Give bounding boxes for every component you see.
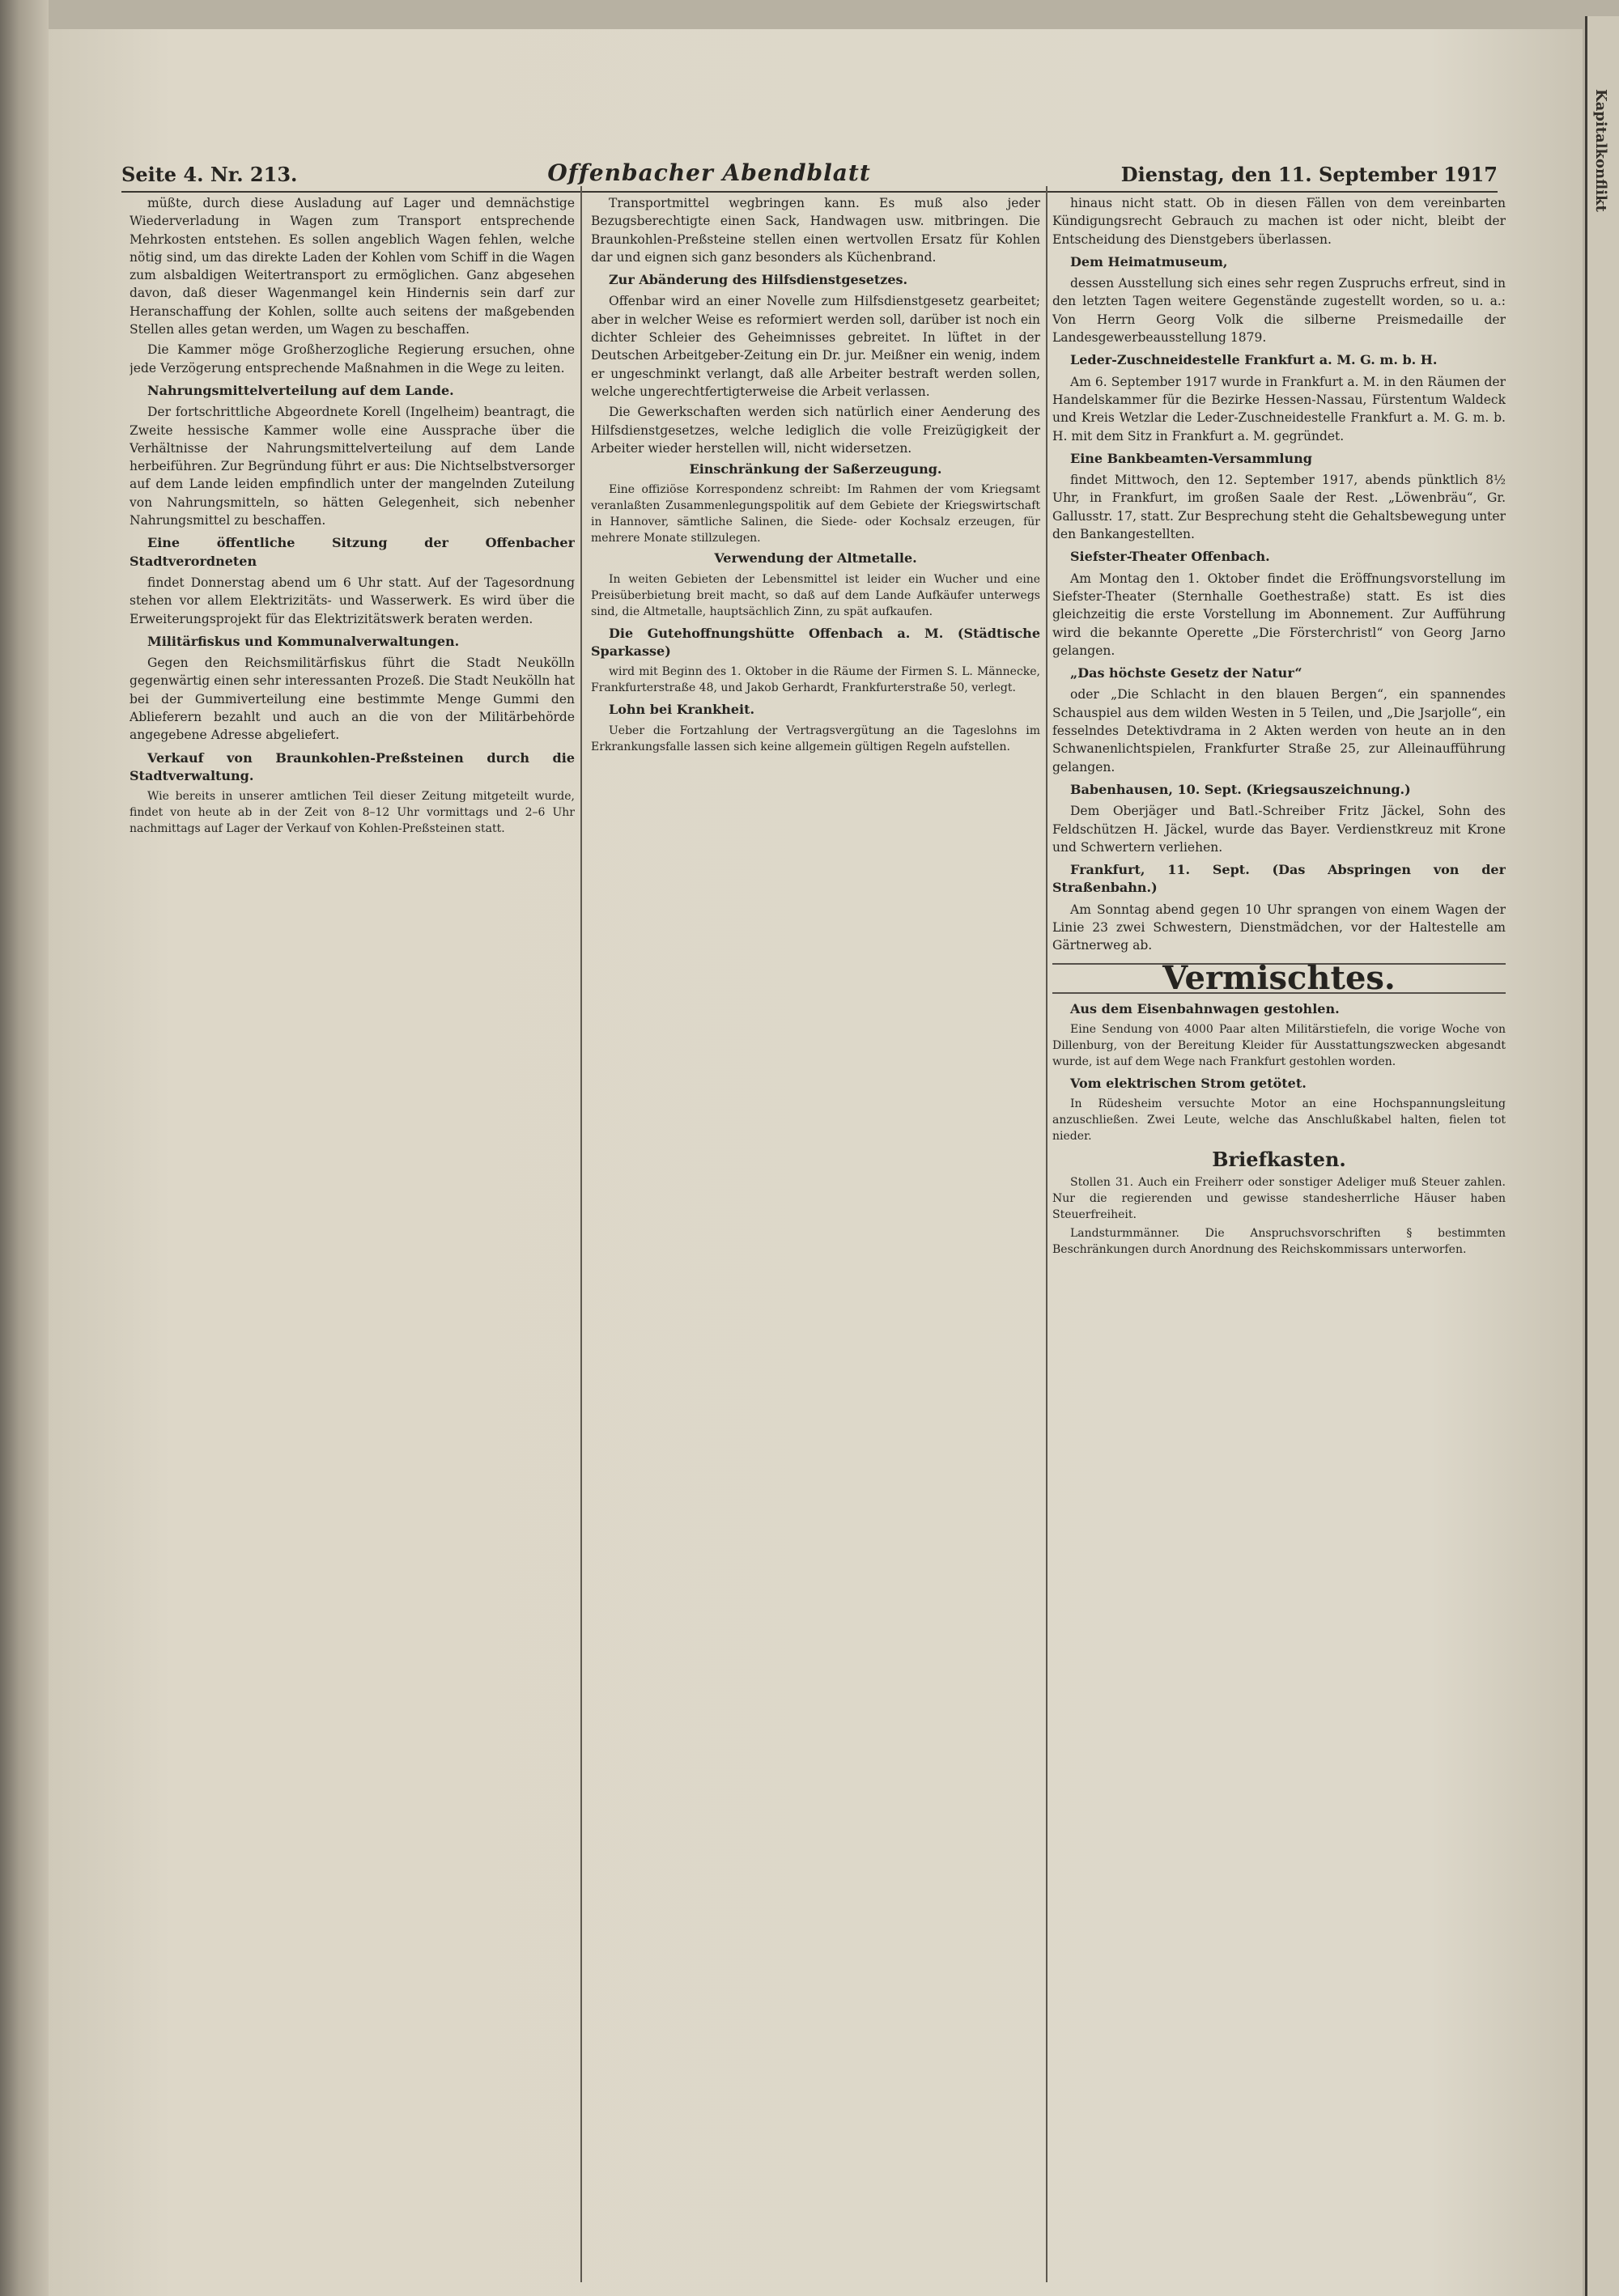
article-heading: Eine Bankbeamten-Versammlung (1070, 450, 1312, 466)
article-heading: Einschränkung der Saßerzeugung. (689, 461, 942, 477)
article-heading: Verwendung der Altmetalle. (714, 550, 917, 567)
article-heading: Siefster-Theater Offenbach. (1070, 549, 1270, 565)
paragraph: Am 6. September 1917 wurde in Frankfurt a. M. in den Räumen der Handelskammer für die Bezirke Hessen-Nassau, Fürstentum Waldeck und Kreis Wetzlar die Leder-Zuschneidestelle Frankfurt a. M. G. m. b. H. mit dem Sitz in Frankfurt a. M. gegründet. (1052, 374, 1506, 443)
adjacent-page-edge (1585, 16, 1619, 2296)
paragraph: findet Donnerstag abend um 6 Uhr statt. Auf der Tagesordnung stehen vor allem Elektrizitäts- und Wasserwerk. Es wird über die Erweiterungsprojekt für das Elektrizitätswerk beraten werden. (130, 575, 575, 626)
paragraph: findet Mittwoch, den 12. September 1917, abends pünktlich 8½ Uhr, in Frankfurt, im großen Saale der Rest. „Löwenbräu“, Gr. Gallusstr. 17, statt. Zur Besprechung steht die Gehaltsbewegung unter den Bankangestellten. (1052, 473, 1506, 542)
page-number: Seite 4. Nr. 213. (121, 163, 298, 186)
article-heading: Zur Abänderung des Hilfsdienstgesetzes. (609, 272, 908, 288)
article-heading: Eine öffentliche Sitzung der Offenbacher Stadtverordneten (130, 535, 575, 569)
article-heading: Die Gutehoffnungshütte Offenbach a. M. (Städtische Sparkasse) (591, 625, 1040, 660)
adjacent-page-fragment: Kapitalkonflikt (1592, 89, 1609, 212)
paragraph: Am Montag den 1. Oktober findet die Eröffnungsvorstellung im Siefster-Theater (Sternhalle Goethestraße) statt. Es ist dies gleichzeitig die erste Vorstellung im Abonnement. Zur Aufführung wird die bekannte Operette „Die Försterchristl“ von Georg Jarno gelangen. (1052, 571, 1506, 658)
paragraph: Gegen den Reichsmilitärfiskus führt die Stadt Neukölln gegenwärtig einen sehr interessanten Prozeß. Die Stadt Neukölln hat bei der Gummiverteilung eine bestimmte Menge Gummi den Ablieferern bezahlt und auch an die von der Militärbehörde angegebene Adresse abgeliefert. (130, 656, 575, 743)
paragraph: In weiten Gebieten der Lebensmittel ist leider ein Wucher und eine Preisüberbietung breit macht, so daß auf dem Lande Aufkäufer unterwegs sind, die Altmetalle, hauptsächlich Zinn, zu spät aufkaufen. (591, 572, 1040, 618)
paragraph: Die Kammer möge Großherzogliche Regierung ersuchen, ohne jede Verzögerung entsprechende Maßnahmen in die Wege zu leiten. (130, 342, 575, 376)
article-heading: Frankfurt, 11. Sept. (Das Abspringen von der Straßenbahn.) (1052, 862, 1506, 896)
paragraph: Dem Oberjäger und Batl.-Schreiber Fritz Jäckel, Sohn des Feldschützen H. Jäckel, wurde das Bayer. Verdienstkreuz mit Krone und Schwertern verliehen. (1052, 804, 1506, 855)
article-heading: Militärfiskus und Kommunalverwaltungen. (147, 633, 460, 649)
section-title: Vermischtes. (1052, 963, 1506, 994)
column-1 (130, 194, 575, 2282)
newspaper-title: Offenbacher Abendblatt (547, 159, 871, 186)
paragraph: Stollen 31. Auch ein Freiherr oder sonstiger Adeliger muß Steuer zahlen. Nur die regierenden und gewisse standesherrliche Häuser haben Steuerfreiheit. (1052, 1175, 1506, 1221)
paragraph: Der fortschrittliche Abgeordnete Korell (Ingelheim) beantragt, die Zweite hessische Kammer wolle eine Aussprache über die Verhältnisse der Nahrungsmittelverteilung auf dem Lande herbeiführen. Zur Begründung führt er aus: Die Nichtselbstversorger auf dem Lande leiden empfindlich unter der mangelnden Zuteilung von Nahrungsmitteln, so hätten Gelegenheit, sich nebenher Nahrungsmittel zu beschaffen. (130, 405, 575, 528)
issue-date: Dienstag, den 11. September 1917 (1120, 163, 1498, 186)
paragraph: Die Gewerkschaften werden sich natürlich einer Aenderung des Hilfsdienstgesetzes, welche lediglich die volle Freizügigkeit der Arbeiter wieder herstellen will, nicht widersetzen. (591, 405, 1040, 456)
column-rule (1046, 186, 1047, 2282)
paragraph: Am Sonntag abend gegen 10 Uhr sprangen von einem Wagen der Linie 23 zwei Schwestern, Dienstmädchen, vor der Haltestelle am Gärtnerweg ab. (1052, 902, 1506, 953)
paragraph: hinaus nicht statt. Ob in diesen Fällen von dem vereinbarten Kündigungsrecht Gebrauch zu machen ist oder nicht, bleibt der Entscheidung des Dienstgebers überlassen. (1052, 196, 1506, 247)
article-heading: Verkauf von Braunkohlen-Preßsteinen durch die Stadtverwaltung. (130, 749, 575, 783)
paragraph: wird mit Beginn des 1. Oktober in die Räume der Firmen S. L. Männecke, Frankfurterstraße 48, und Jakob Gerhardt, Frankfurterstraße 50, verlegt. (591, 665, 1040, 695)
column-rule (580, 186, 582, 2282)
paragraph: Eine Sendung von 4000 Paar alten Militärstiefeln, die vorige Woche von Dillenburg, von der Bereitung Kleider für Ausstattungszwecken abgesandt wurde, ist auf dem Wege nach Frankfurt gestohlen worden. (1052, 1023, 1506, 1069)
paragraph: Transportmittel wegbringen kann. Es muß also jeder Bezugsberechtigte einen Sack, Handwagen usw. mitbringen. Die Braunkohlen-Preßsteine stellen einen wertvollen Ersatz für Kohlen dar und eignen sich ganz besonders als Küchenbrand. (591, 196, 1040, 265)
article-heading: Vom elektrischen Strom getötet. (1070, 1076, 1307, 1092)
article-heading: „Das höchste Gesetz der Natur“ (1070, 665, 1302, 681)
article-heading: Leder-Zuschneidestelle Frankfurt a. M. G. m. b. H. (1070, 352, 1438, 368)
paragraph: In Rüdesheim versuchte Motor an eine Hochspannungsleitung anzuschließen. Zwei Leute, welche das Anschlußkabel halten, fielen tot nieder. (1052, 1097, 1506, 1144)
paragraph: müßte, durch diese Ausladung auf Lager und demnächstige Wiederverladung in Wagen zum Transport entsprechende Mehrkosten entstehen. Es sollen angeblich Wagen fehlen, welche nötig sind, um das direkte Laden der Kohlen vom Schiff in die Wagen zum alsbaldigen Weitertransport zu ermöglichen. Ganz abgesehen davon, daß dieser Wagenmangel kein Hindernis sein darf zur Heranschaffung der Kohlen, sollte auch seitens der maßgebenden Stellen alles getan werden, um Wagen zu beschaffen. (130, 196, 575, 337)
paragraph: oder „Die Schlacht in den blauen Bergen“, ein spannendes Schauspiel aus dem wilden Westen in 5 Teilen, und „Die Jsarjolle“, ein fesselndes Detektivdrama in 2 Akten werden von heute an in den Schwanenlichtspielen, Frankfurter Straße 25, zur Alleinaufführung gelangen. (1052, 687, 1506, 775)
paragraph: Landsturmmänner. Die Anspruchsvorschriften § bestimmten Beschränkungen durch Anordnung des Reichskommissars unterworfen. (1052, 1226, 1506, 1256)
column-2 (591, 194, 1040, 2282)
article-heading: Aus dem Eisenbahnwagen gestohlen. (1070, 1000, 1340, 1016)
article-heading: Lohn bei Krankheit. (609, 702, 755, 718)
paragraph: dessen Ausstellung sich eines sehr regen Zuspruchs erfreut, sind in den letzten Tagen weitere Gegenstände zugestellt worden, so u. a.: Von Herrn Georg Volk die silberne Preismedaille der Landesgewerbeausstellung 1879. (1052, 276, 1506, 346)
paragraph: Offenbar wird an einer Novelle zum Hilfsdienstgesetz gearbeitet; aber in welcher Weise es reformiert werden soll, darüber ist noch ein dichter Schleier des Geheimnisses gebreitet. In lüftet in der Deutschen Arbeitgeber-Zeitung ein Dr. jur. Meißner ein wenig, indem er ungeschminkt verlangt, daß alle Arbeiter bestraft werden sollen, welche ungerechtfertigterweise die Arbeit verlassen. (591, 294, 1040, 399)
paragraph: Wie bereits in unserer amtlichen Teil dieser Zeitung mitgeteilt wurde, findet von heute ab in der Zeit von 8–12 Uhr vormittags und 2–6 Uhr nachmittags auf Lager der Verkauf von Kohlen-Preßsteinen statt. (130, 790, 575, 836)
paragraph: Ueber die Fortzahlung der Vertragsvergütung an die Tageslohns im Erkrankungsfalle lassen sich keine allgemein gültigen Regeln aufstellen. (591, 724, 1040, 753)
column-3 (1052, 194, 1506, 2282)
article-heading: Nahrungsmittelverteilung auf dem Lande. (147, 382, 454, 398)
page-header (121, 154, 1498, 193)
paragraph: Eine offiziöse Korrespondenz schreibt: Im Rahmen der vom Kriegsamt veranlaßten Zusammenlegungspolitik auf dem Gebiete der Kriegswirtschaft in Hannover, sämtliche Salinen, die Siede- oder Kochsalz erzeugen, für mehrere Monate stillzulegen. (591, 483, 1040, 545)
article-heading: Dem Heimatmuseum, (1070, 253, 1228, 269)
book-binding (0, 0, 49, 2296)
section-title: Briefkasten. (1212, 1148, 1346, 1172)
article-heading: Babenhausen, 10. Sept. (Kriegsauszeichnung.) (1070, 781, 1411, 797)
